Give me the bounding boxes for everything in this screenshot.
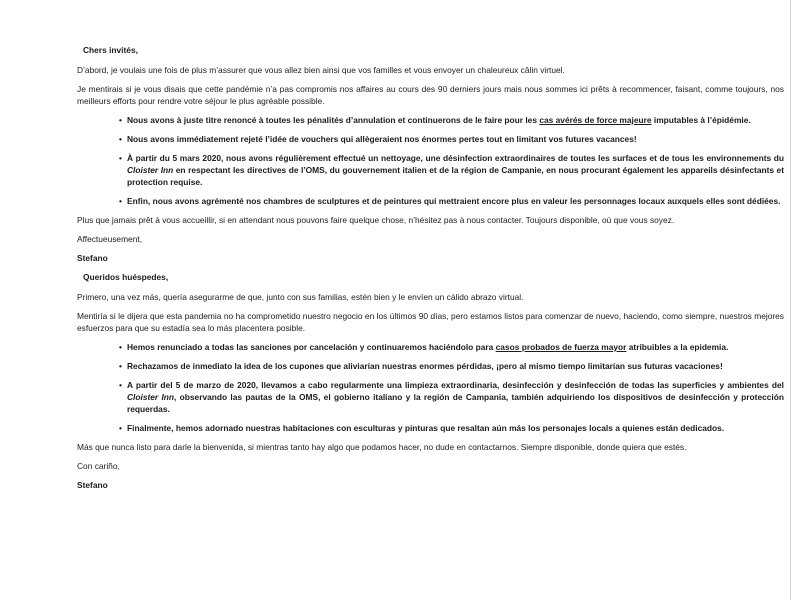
bullet-item-es-2: • Rechazamos de inmediato la idea de los cupones que aliviarían nuestras enormes pérdidas, ¡pero al mismo tiempo limitarían sus futuras vacaciones! bbox=[119, 361, 723, 371]
paragraph-fr-2: Je mentirais si je vous disais que cette pandémie n’a pas compromis nos affaires au cours des 90 derniers jours mais nous sommes ici prêts à recommencer, faisant, comme toujours, nos meilleurs efforts pour rendre votre séjour le plus agréable possible. bbox=[77, 84, 784, 106]
paragraph-es-1: Primero, una vez más, quería asegurarme de que, junto con sus familias, estén bien y le envíen un cálido abrazo virtual. bbox=[77, 292, 524, 302]
underlined-text: cas avérés de force majeure bbox=[539, 115, 652, 125]
bullet-glyph: • bbox=[119, 153, 122, 163]
bullet-list-fr bbox=[77, 114, 784, 207]
closing-es: Con cariño, bbox=[77, 461, 120, 471]
paragraph-fr-3: Plus que jamais prêt à vous accueillir, si en attendant nous pouvons faire quelque chose, n’hésitez pas à nous contacter. Toujours disponible, où que vous soyez. bbox=[77, 215, 675, 225]
hotel-name-italic: Cloister Inn bbox=[127, 392, 175, 402]
bullet-item-es-3: • A partir del 5 de marzo de 2020, llevamos a cabo regularmente una limpieza extraordinaria, desinfección y desinfección de todas las superficies y ambientes del Cloister Inn, observando las pautas de la OMS, el gobierno italiano y la región de Campania, también adquiriendo los dispositivos de desinfección y protección requerdas. bbox=[119, 380, 784, 414]
greeting-es: Queridos huéspedes, bbox=[83, 272, 169, 282]
bullet-item-fr-4: • Enfin, nous avons agrémenté nos chambres de sculptures et de peintures qui mettraient encore plus en valeur les personnages locaux auxquels elles sont dédiées. bbox=[119, 196, 781, 206]
bullet-list-es bbox=[77, 341, 784, 434]
page-edge-shadow bbox=[790, 0, 791, 600]
bullet-glyph: • bbox=[119, 196, 122, 206]
bullet-glyph: • bbox=[119, 423, 122, 433]
bullet-item-es-1: • Hemos renunciado a todas las sanciones por cancelación y continuaremos haciéndolo para casos probados de fuerza mayor atribuibles a la epidemia. bbox=[119, 342, 729, 352]
paragraph-es-3: Más que nunca listo para darle la bienvenida, si mientras tanto hay algo que podamos hacer, no dude en contactarnos. Siempre disponible, donde quiera que estés. bbox=[77, 442, 687, 452]
bullet-item-fr-1: • Nous avons à juste titre renoncé à toutes les pénalités d’annulation et continuerons de le faire pour les cas avérés de force majeure imputables à l’épidémie. bbox=[119, 115, 751, 125]
underlined-text: casos probados de fuerza mayor bbox=[495, 342, 627, 352]
bullet-glyph: • bbox=[119, 115, 122, 125]
greeting-fr: Chers invités, bbox=[83, 45, 138, 55]
hotel-name-italic: Cloister Inn bbox=[127, 165, 174, 175]
bullet-item-fr-3: • À partir du 5 mars 2020, nous avons régulièrement effectué un nettoyage, une désinfection extraordinaires de toutes les surfaces et de tous les environnements du Cloister Inn en respectant les directives de l’OMS, du gouvernement italien et de la région de Campanie, en nous procurant également les appareils désinfectants et protection requise. bbox=[119, 153, 784, 187]
bullet-glyph: • bbox=[119, 134, 122, 144]
letter-body bbox=[77, 44, 784, 498]
bullet-glyph: • bbox=[119, 380, 122, 390]
paragraph-es-2: Mentiría si le dijera que esta pandemia no ha comprometido nuestro negocio en los últimos 90 días, pero estamos listos para comenzar de nuevo, haciendo, como siempre, nuestros mejores esfuerzos para que su estadía sea lo más placentera posible. bbox=[77, 311, 784, 333]
signature-fr: Stefano bbox=[77, 253, 108, 263]
paragraph-fr-1: D’abord, je voulais une fois de plus m’assurer que vous allez bien ainsi que vos familles et vous envoyer un chaleureux câlin virtuel. bbox=[77, 65, 565, 75]
signature-es: Stefano bbox=[77, 480, 108, 490]
bullet-glyph: • bbox=[119, 342, 122, 352]
closing-fr: Affectueusement, bbox=[77, 234, 143, 244]
bullet-item-fr-2: • Nous avons immédiatement rejeté l’idée de vouchers qui allègeraient nos énormes pertes tout en limitant vos futures vacances! bbox=[119, 134, 637, 144]
bullet-glyph: • bbox=[119, 361, 122, 371]
bullet-item-es-4: • Finalmente, hemos adornado nuestras habitaciones con esculturas y pinturas que resaltan aún más los personajes locals a quienes están dedicados. bbox=[119, 423, 725, 433]
